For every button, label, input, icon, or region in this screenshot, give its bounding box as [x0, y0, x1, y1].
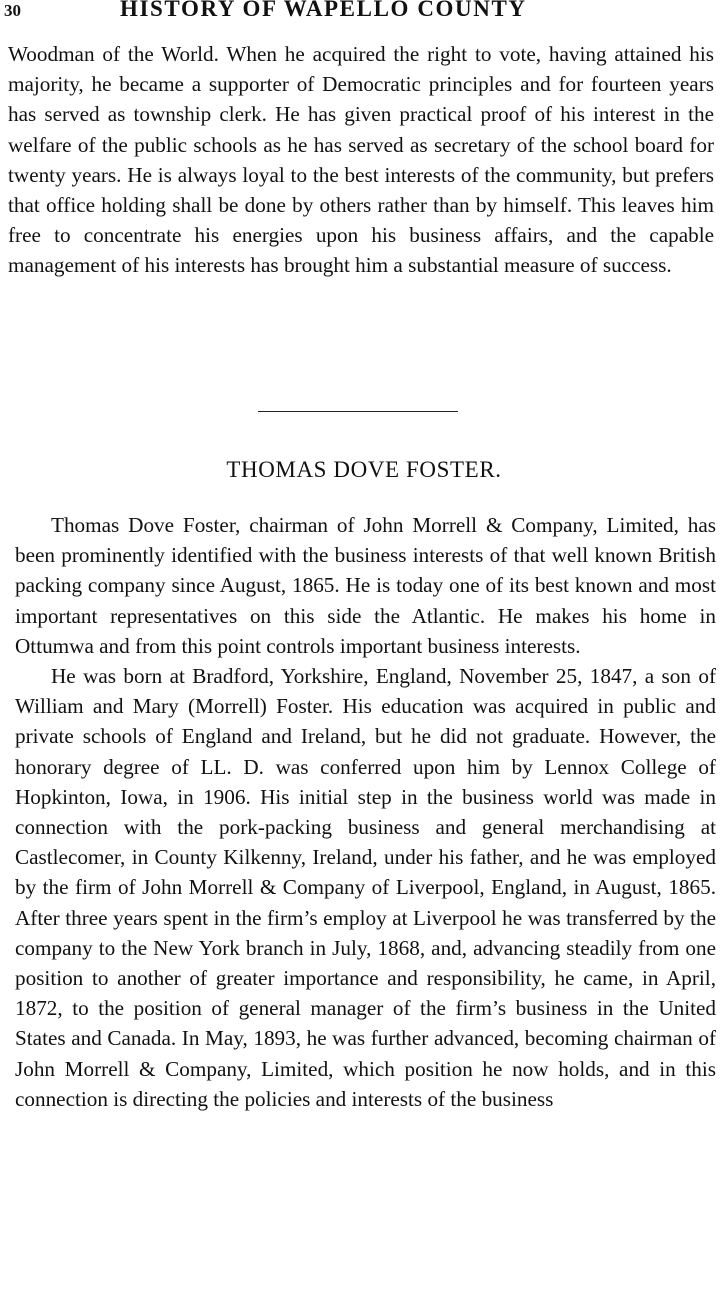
section-divider-rule	[258, 411, 458, 412]
continued-paragraph: Woodman of the World. When he acquired the right to vote, having attained his majority, he became a supporter of Democratic principles and for fourteen years has served as township clerk. He has given practical proof of his interest in the welfare of the public schools as he has served as secretary of the school board for twenty years. He is always loyal to the best interests of the community, but prefers that office holding shall be done by others rather than by himself. This leaves him free to concentrate his energies upon his business affairs, and the capable management of his interests has brought him a substantial measure of success.	[8, 42, 714, 278]
continued-paragraph-block	[8, 39, 714, 281]
biography-paragraph-1: Thomas Dove Foster, chairman of John Morrell & Company, Limited, has been prominently identified with the business interests of that well known British packing company since August, 1865. He is today one of its best known and most important representatives on this side the Atlantic. He makes his home in Ottumwa and from this point controls important business interests.	[15, 513, 716, 658]
biography-text-block	[15, 510, 716, 1114]
page-number: 30	[4, 1, 21, 20]
running-title: HISTORY OF WAPELLO COUNTY	[120, 0, 527, 21]
biography-paragraph-2: He was born at Bradford, Yorkshire, England, November 25, 1847, a son of William and Mary (Morrell) Foster. His education was acquired in public and private schools of England and Ireland, but he did not graduate. However, the honorary degree of LL. D. was conferred upon him by Lennox College of Hopkinton, Iowa, in 1906. His initial step in the business world was made in connection with the pork-packing business and general merchandising at Castlecomer, in County Kilkenny, Ireland, under his father, and he was employed by the firm of John Morrell & Company of Liverpool, England, in August, 1865. After three years spent in the firm’s employ at Liverpool he was transferred by the company to the New York branch in July, 1868, and, advancing steadily from one position to another of greater importance and responsibility, he came, in April, 1872, to the position of general manager of the firm’s business in the United States and Canada. In May, 1893, he was further advanced, becoming chairman of John Morrell & Company, Limited, which position he now holds, and in this connection is directing the policies and interests of the business	[15, 664, 716, 1111]
running-head	[0, 0, 728, 26]
section-heading: THOMAS DOVE FOSTER.	[226, 457, 502, 482]
